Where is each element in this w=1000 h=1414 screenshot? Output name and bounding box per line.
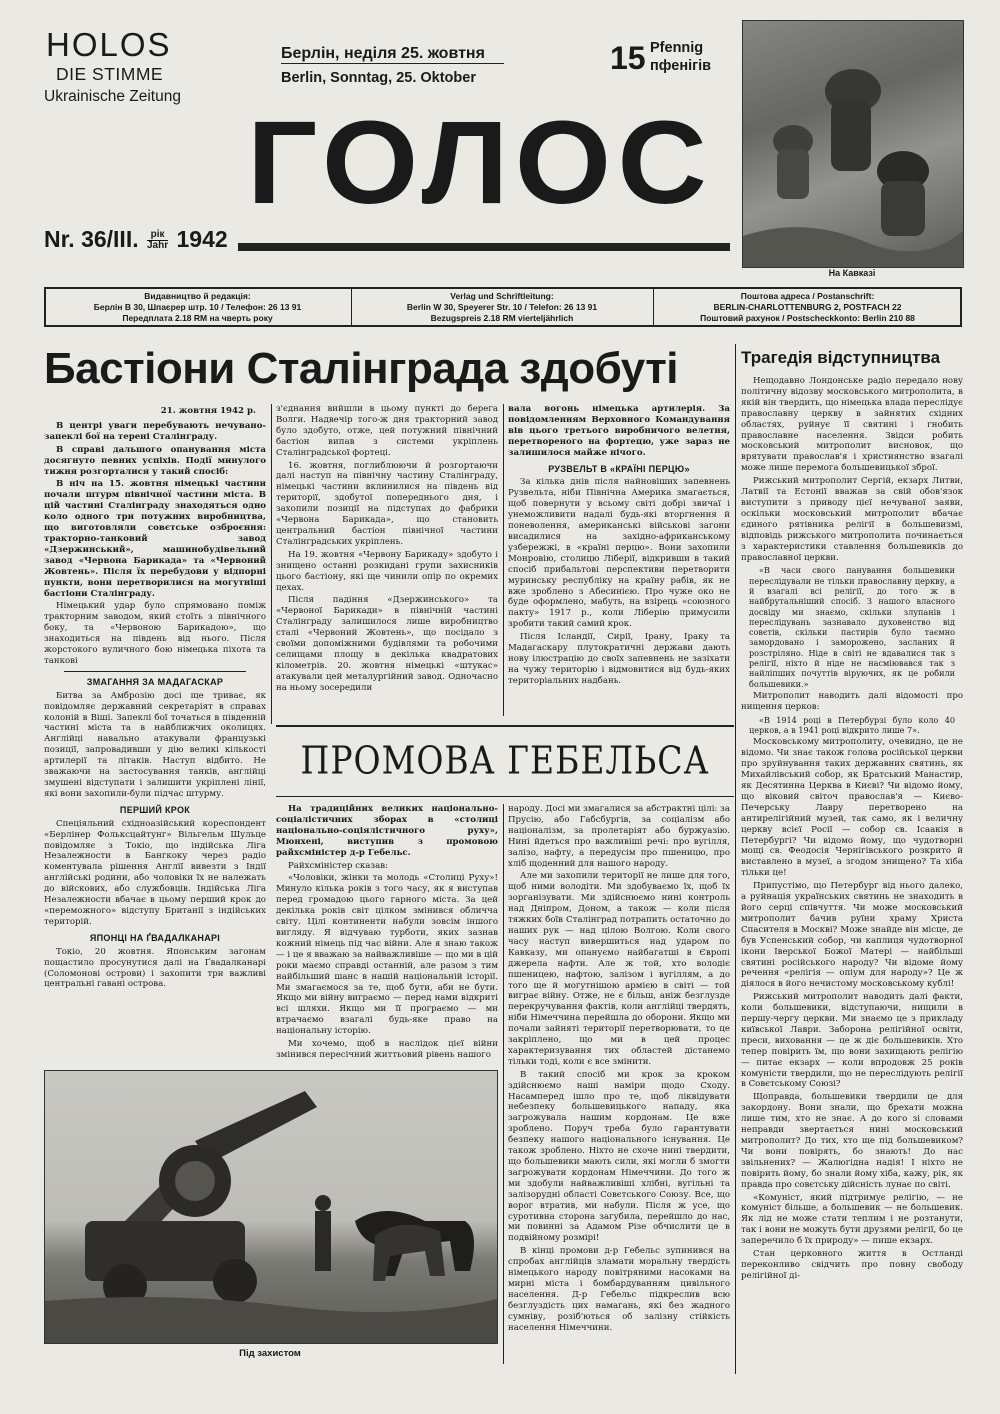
title-underline bbox=[238, 243, 730, 251]
speech-bottom-rule bbox=[276, 796, 734, 797]
top-photo-art bbox=[743, 21, 963, 267]
col1-heading-guadalcanal: ЯПОНЦІ НА ҐВАДАЛКАНАРІ bbox=[89, 932, 221, 943]
speech-b-paragraph-4: В кінці промови д-р Гебельс зупинився на спробах англійців зламати моральну твердість німецького народу повітряними насоками на мирні міста і бомбардуванням цивільного населення. Д-р Гебельс підкреслив всю безглуздість цих намагань, які без жадного сумніву, розіб'ються об залізну стійкість населення Німеччини. bbox=[508, 1246, 730, 1333]
price-number: 15 bbox=[610, 40, 646, 76]
date-divider bbox=[281, 63, 504, 64]
issue-year: 1942 bbox=[176, 226, 228, 252]
col1-paragraph-1: В центрі уваги перебувають нечувано-запеклі бої на терені Сталінграду. bbox=[44, 420, 266, 442]
col1-paragraph-3: В ніч на 15. жовтня німецькі частини почали штурм північної частини міста. В цій частині Сталінграду знаходяться одно коло одного три потужних виробництва, що виготовляли совєтське озброєння: тракторно-танковий завод «Дзержинський», машинобудівельний завод «Червона Барикада» та «Червоний Жовтень». Після їх перебудови у відпорні пункти, вони перетворилися на могутніші бастіони Сталінграду. bbox=[44, 479, 266, 599]
col1-paragraph-7: Токіо, 20 жовтня. Японським загонам пощастило просунутися далі на Ґвадалканарі (Соломонові острови) і захопити три важливі центральні гавані острова. bbox=[44, 946, 266, 990]
speech-b-paragraph-1: народу. Досі ми змагалися за абстрактні цілі: за Прусію, або Габсбургів, за соціалізм або націоналізм, за пролетаріят або буржуазію. Нині йдеться про важливіші речі: про вугілля, залізо, нафту, а передусім про пшеницю, про хліб щоденний для нашого народу. bbox=[508, 804, 730, 869]
info-de-line2: Berlin W 30, Speyerer Str. 10 / Telefon: 26 13 91 bbox=[406, 302, 598, 312]
col1-heading-first-step: ПЕРШИЙ КРОК bbox=[119, 804, 191, 815]
col2-paragraph-3: На 19. жовтня «Червону Барикаду» здобуто і знищено останні розкидані групи захисників цього бастіону, які ще чинили опір по окремих цехах. bbox=[276, 549, 498, 593]
col4-paragraph-7: Щоправда, большевики твердили це для закордону. Вони знали, що брехати можна лише тим, хто не знає. А до кого зі словами неправди звертається нині московський митрополит? До тих, хто ще під большевиком? Чи вони повірять, бо знають! До нас звільнених? — Жалюгідна надія! І ніхто не повірить йому, бо знали йому хіба, кажу, рік, як правда про совєтську дійсність лунає по світі. bbox=[741, 1092, 963, 1190]
col2-paragraph-1: з'єднання вийшли в цьому пункті до берега Волги. Надвечір того-ж дня тракторний завод було здобуто, отже, цей потужний північний бастіон випав з системи укріплень Сталінградської фортеці. bbox=[276, 404, 498, 458]
date-german: Berlin, Sonntag, 25. Oktober bbox=[281, 70, 476, 86]
col4-quote-2: «В 1914 році в Петербурзі було коло 40 церков, а в 1941 році відкрито лише 7». bbox=[749, 714, 955, 736]
col4-paragraph-4: Московському митрополиту, очевидно, це не відомо. Чи знає також голова російської церкви про зруйнування таких державних святинь, як Михайлівський собор, як Братський Манастир, як Десятинна Церква в Києві? Чи відомо йому, що віковий світоч православ'я — Києво-Печерську Лавру перетворено на антирелігійний музей, так само, як і величну церкву всієї Росії — собор св. Ісаакія в Петербургі? Чи відомо йому, що чудотворні мощі св. Феодосія Чернігівського розкрито й виставлено в музеї, а згодом знищено? Та хіба тільки це! bbox=[741, 737, 963, 879]
col3-paragraph-2: За кілька днів після найновіших запевнень Рузвельта, ніби Північна Америка змагається, щоб повернути у всьому світі добрі звичаї і унеможливити надалі будь-які вторгнення й поневолення, американські військові загони висадилися на західно-африканському узбережжі, в «країні перцю». Вони захопили Монровію, столицю Ліберії, відкривши в такий спосіб прибальтові перспективи перетворити муринську республіку на країну рабів, як не вже зроблено з Абесинією. Про чуже око не буде оформлено, мабуть, на взірець «союзного пакту» 1917 р., коли Ліберію примусили зробити такий самий крок. bbox=[508, 477, 730, 630]
speech-a-paragraph-4: Ми хочемо, щоб в наслідок цієї війни змінився пересічний життьовий рівень нашого bbox=[276, 1039, 498, 1060]
col2-col3-divider bbox=[503, 404, 504, 716]
col4-paragraph-3: Митрополит наводить далі відомості про нищення церков: bbox=[741, 690, 963, 712]
bottom-photo-art bbox=[45, 1071, 497, 1343]
top-photo-caption: На Кавказі bbox=[828, 268, 876, 278]
info-ua-line2: Берлін В 30, Шпаєрер штр. 10 / Телефон: 26 13 91 bbox=[93, 302, 302, 312]
top-photo-soldiers bbox=[742, 20, 964, 268]
column-2 bbox=[276, 404, 498, 716]
speech-a-paragraph-2: Райхсміністер сказав: bbox=[288, 860, 388, 871]
col3-heading-roosevelt: РУЗВЕЛЬТ В «КРАЇНІ ПЕРЦЮ» bbox=[548, 463, 690, 474]
col3-paragraph-1: вала вогонь німецька артилерія. За повідомленням Верховного Командування вів цього третього виробничого велетня, перетвореного на фортецю, уже зараз не залишилося майже нічого. bbox=[508, 404, 730, 458]
column-1 bbox=[44, 404, 266, 1054]
issue-year-label-de: Jahr bbox=[147, 240, 169, 252]
price-unit-de: Pfennig bbox=[650, 40, 704, 56]
col4-paragraph-8: «Комуніст, який підтримує релігію, — не комуніст більше, а большевик — не большевик. Як лід не може стати теплим і не розтанути, так і вони не можуть бути друзями релігії, бо це заперечило б їх природу» — пише екзарх. bbox=[741, 1192, 963, 1247]
info-ua-line3: Передплата 2.18 RM на чверть року bbox=[122, 313, 273, 323]
col3-paragraph-3: Після Ісландії, Сирії, Ірану, Іраку та Мадагаскару плутократичні держави дають нову ілюстрацію до своїх запевнень не зазіхати на чужу територію і відмовитися від будь-яких територіальних надбань. bbox=[508, 632, 730, 686]
bottom-photo-caption: Під захистом bbox=[239, 1348, 301, 1359]
info-post-line1: Поштова адреса / Postanschrift: bbox=[740, 291, 875, 301]
speech-column-b bbox=[508, 804, 730, 1364]
col4-paragraph-9: Стан церковного життя в Остланді переконливо свідчить про повну свободу релігійної ді- bbox=[741, 1249, 963, 1281]
info-block-post bbox=[655, 291, 960, 324]
col1-paragraph-6: Спеціяльний східноазійський кореспондент «Берлінер Фольксцайтунг» Вільгельм Шульце повідомляє з Токіо, що індійська Ліга Незалежности в Бангкоку через радіо коментувала рішення Англії вивезти з Індії англійські родини, або чоловіки їх не належать до війскових, або службовців. Індійська Ліга Незалежности вбачає в цьому перший крок до «переможного» відступу Британії з індійських територій. bbox=[44, 818, 266, 927]
info-de-line1: Verlag und Schriftleitung: bbox=[450, 291, 554, 301]
info-de-line3: Bezugspreis 2.18 RM vierteljährlich bbox=[430, 313, 574, 323]
speech-a-paragraph-1: На традиційних великих національно-соціалістичних зборах в «столиці національно-соціялістичного руху», Мюнхені, виступив з промовою райхсміністер д-р Гебельс. bbox=[276, 804, 498, 858]
info-post-line3: Поштовий рахунок / Postscheckkonto: Berlin 210 88 bbox=[700, 313, 915, 323]
speech-title: ПРОМОВА ГЕБЕЛЬСА bbox=[300, 738, 710, 783]
price-unit-ua: пфенігів bbox=[650, 58, 712, 74]
col4-paragraph-2: Рижський митрополит Сергій, екзарх Литви, Латвії та Естонії вважав за свій обов'язок виступити з приводу цієї нечуваної заяви, оскільки московський митрополит вбачає єдиного рятівника релігії в большевизмі, відповідь рижського митрополита починається з характеристики ставлення большевиків до православної церкви. bbox=[741, 476, 963, 563]
col1-dateline: 21. жовтня 1942 р. bbox=[160, 406, 256, 416]
col4-paragraph-6: Рижський митрополит наводить далі факти, коли большевики, відступаючи, нищили в першу-чергу церкви. Ми знаємо це з прикладу київської Лаври. Заборона релігійної освіти, преси, виховання — це ж діє большевиків. Хто тепер повірить їм, що вони захищають релігію — питає екзарх — коли впродовж 25 років комуністи твердили, що не переслідують релігії в Совєтському Союзі? bbox=[741, 992, 963, 1090]
col1-paragraph-4: Німецький удар було спрямовано поміж тракторним заводом, який стоїть з північного боку, та «Червоною Барикадою», що знаходиться на південь від нього. Після жорстокого вуличного бою німецька піхота та танкові bbox=[44, 601, 266, 666]
die-stimme-label: DIE STIMME bbox=[56, 64, 164, 84]
ukrainische-zeitung-label: Ukrainische Zeitung bbox=[44, 88, 181, 105]
col2-paragraph-2: 16. жовтня, поглиблюючи й розгортаючи далі наступ на північну частину Сталінграду, німецькі частини вклинилися на південь від території, здобутої попереднього дня, і захопили позиції на підступах до фабрики «Червона Барикада», що становить центральний бастіон північної частини Сталінградських укріплень. bbox=[276, 460, 498, 547]
info-bar-divider-1 bbox=[351, 289, 352, 325]
issue-year-label-ua: рік bbox=[147, 230, 168, 241]
speech-divider bbox=[503, 804, 504, 1364]
main-headline: Бастіони Сталінграда здобуті bbox=[44, 344, 678, 393]
column-3 bbox=[508, 404, 730, 716]
speech-a-paragraph-3: «Чоловіки, жінки та молодь «Столиці Руху»! Минуло кілька років з того часу, як я виступав перед громадою цього гарного міста. За цей декілька років світ цілком змінився обличча світу. Цілі континенти набули зовсім іншого вигляду. Я відчуваю турботи, яких зазнав кожний німець під час війни. Але я знаю також — і це я вважаю за найважливіше — що ми в цій роки маємо справді останній, але разом з тим найбільший шанс в нашій національній історії. Ми змагаємося за те, щоб бути, аби не бути. Якщо ми війну виграємо — перед нами відкриті всі шляхи. Якщо ми її програємо — ми втрачаємо взагалі будь-яке право на національну історію. bbox=[276, 873, 498, 1037]
col1-rule-1 bbox=[64, 671, 246, 672]
issue-prefix: Nr. 36/III. bbox=[44, 226, 139, 252]
col1-paragraph-5: Битва за Амброзію досі ще триває, як повідомляє державний секретаріят в справах колоній в Віші. Запеклі бої точаться в південній частині міста та в найближчих околицях. Англійці навально атакували французькі позиції, запровадивши у дію великі кількості артилерії та літаків. Наступ відбито. Не зважаючи на застосування танків, англійці змушені відступати і залишити укріплені лінії, які вони захопили-були підчас штурму. bbox=[44, 690, 266, 799]
col3-col4-divider bbox=[735, 344, 736, 1374]
col1-heading-madagascar: ЗМАГАННЯ ЗА МАДАГАСКАР bbox=[86, 676, 224, 687]
speech-b-paragraph-3: В такий спосіб ми крок за кроком здійснюємо наші наміри щодо Сходу. Насамперед ішло про те, щоб ліквідувати небезпеку большевицького нападу, яка загрожувала нашим кордонам. Це вже зроблено. Поруч треба було гарантувати безпеку нашого національного існування. Це також зроблено. Ніхто не схоче нині твердити, що большевики мають сили, які могли б змогти загрожувати кордонам Німеччини. До того ж ми здобули найважливіші хлібні, вугільні та залізорудні області Совєтського Союзу. Все, що ворог втратив, ми набули. Після ж усе, що суротивна сторона загубила, перейшло до нас, ми повинні за Адамом Різе обчислити це в подвійному розмірі! bbox=[508, 1069, 730, 1244]
speech-b-paragraph-2: Але ми захопили території не лише для того, щоб ними володіти. Ми здобуваємо їх, щоб їх зорганізувати. Ми здійснюємо нині контроль над Дніпром, Доном, а також — коли після тяжких боїв Сталінград потрапить остаточно до наших рук — над цілою Волгою. Коли свого часу наступ вивершиться над ударом по Кавказу, ми опануємо найбагатші в Європі джерела нафти. Але ж той, хто володіє пшеницею, нафтою, залізом і вугіллям, а до того ще й могутнішою армією в світі — той виграє війну. Отже, не є більш, аніж безглузде перекручування фактів, коли англійці твердять, ніби Німеччина перейшла до оборони. Якщо ми почали зайняті території перетворювати, то це закріплено, що ми в цей процес характеризування тих областей дістанемо тільки тоді, коли є все змінити. bbox=[508, 871, 730, 1067]
col1-col2-divider bbox=[271, 404, 272, 724]
col4-quote-1: «В часи свого панування большевики переслідували не тільки православну церкву, а й взагалі всі релігії, до того ж в найбрутальніший спосіб. З нашого власного досвіду ми знаємо, скільки злупанів і переслідувань зазнавало духовенство від совєтів, скільки пастирів було таємно замордовано і заморожено, засланих й розстріляно. Ніде в світі не вдавалися так з релігії, ніхто й ніде не насміювався так з найліпших почуттів віруючих, як це робили большевики.» bbox=[749, 565, 955, 689]
holos-wordmark: HOLOS bbox=[46, 26, 172, 63]
info-ua-line1: Видавництво й редакція: bbox=[144, 291, 251, 301]
speech-column-a bbox=[276, 804, 498, 1066]
newspaper-title: ГОЛОС bbox=[247, 97, 714, 229]
info-bar-divider-2 bbox=[653, 289, 654, 325]
col1-paragraph-2: В справі дальшого опанування міста досягнуто певних успіхів. Події минулого тижня розгорталися у такий спосіб: bbox=[44, 444, 266, 477]
issue-number bbox=[44, 226, 228, 253]
col2-paragraph-4: Після падіння «Дзержинського» та «Червоної Барикади» в північній частині Сталінграду залишилося лише виробництво сталі «Червоний Жовтень», що посідало з своїми допоміжними будівлями та робочими селищами площу в декілька квадратових кілометрів. 20. жовтня німецькі «штукас» атакували цей металургійний завод. Одночасно на ньому зосередили bbox=[276, 595, 498, 693]
column-4 bbox=[741, 376, 963, 1376]
info-post-line2: BERLIN-CHARLOTTENBURG 2, POSTFACH 22 bbox=[713, 302, 902, 312]
bottom-photo-artillery bbox=[44, 1070, 498, 1344]
info-block-german bbox=[353, 291, 651, 324]
col4-paragraph-5: Припустімо, що Петербург від нього далеко, а руйнація українських святинь не знаходить в його серці співчуття. Чи може московський митрополит бачив руїни храму Христа Спасителя в Москві? Може знайде він місце, де був Успенський собор, чи каплиця чудотворної ікони Іверської Божої Матері — найбільші святині російського народу? Чи відоме йому речення «релігія — опіум для народу»? Це ж діялося в його нечистому московському кублі! bbox=[741, 881, 963, 990]
date-ukrainian: Берлін, неділя 25. жовтня bbox=[281, 45, 485, 62]
col4-heading: Трагедія відступництва bbox=[741, 348, 941, 367]
info-block-ukrainian bbox=[46, 291, 349, 324]
speech-top-rule bbox=[276, 725, 734, 727]
col4-paragraph-1: Нещодавно Лондонське радіо передало нову політичну відозву московського митрополита, в якій він твердить, що німецька влада переслідує православну церкву в зайнятих східних областях, руйнує її святині і гнобить православне населення. Звідси робить московський митрополит висновок, що врятувати православ'я і християнство взагалі може лише перемога большевицької зброї. bbox=[741, 376, 963, 474]
